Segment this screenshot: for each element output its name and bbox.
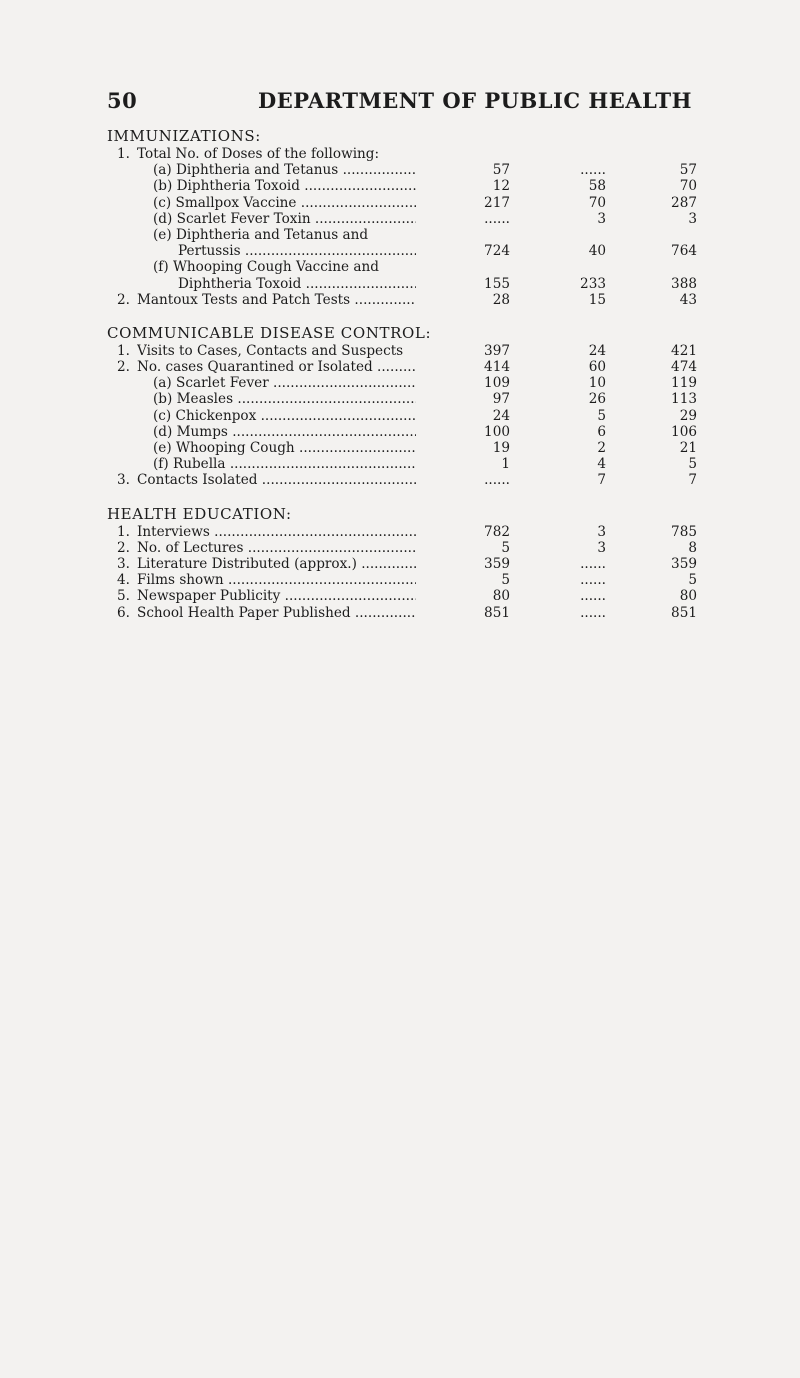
value-total: 7 (688, 472, 697, 489)
row-label: Newspaper Publicity ..... (137, 588, 416, 604)
table-row (0, 524, 800, 540)
value-total: 21 (679, 440, 697, 456)
value-total: 119 (671, 375, 697, 392)
row-label: No. cases Quarantined or Isolated ..... (137, 359, 416, 375)
table-row (0, 146, 800, 162)
value-col2: 233 (580, 275, 606, 292)
value-total: 474 (671, 359, 697, 376)
row-label: No. of Lectures ..... (137, 540, 416, 556)
value-col1: 12 (492, 178, 510, 195)
table-row (0, 424, 800, 440)
table-row (0, 162, 800, 178)
item-number: 2. (117, 539, 130, 556)
item-number: 1. (117, 146, 130, 162)
value-col1: 80 (492, 588, 510, 605)
row-label: (a) Scarlet Fever ..... (153, 375, 416, 391)
section-heading: HEALTH EDUCATION: (107, 504, 292, 523)
table-row (0, 359, 800, 375)
value-total: 3 (688, 210, 697, 227)
value-total: 421 (671, 342, 697, 359)
item-number: 2. (117, 359, 130, 376)
table-row (0, 243, 800, 259)
table-row (0, 195, 800, 211)
table-row (0, 540, 800, 556)
report-section (0, 324, 800, 489)
value-col1: 97 (492, 391, 510, 408)
value-col2: 3 (597, 523, 606, 540)
value-col1: 217 (484, 194, 510, 211)
section-heading: IMMUNIZATIONS: (107, 127, 261, 145)
value-total: 113 (671, 391, 697, 408)
table-row (0, 276, 800, 292)
value-total: 43 (679, 291, 697, 308)
row-label: Mantoux Tests and Patch Tests ..... (137, 292, 416, 308)
table-row (0, 391, 800, 407)
page-header (0, 88, 800, 112)
table-row (0, 178, 800, 194)
row-label: Total No. of Doses of the following: (137, 146, 380, 162)
value-col1: 5 (501, 572, 510, 589)
value-total: 764 (671, 243, 697, 260)
item-number: 5. (117, 588, 130, 605)
row-label: (c) Smallpox Vaccine ..... (153, 195, 416, 211)
value-col1: 359 (484, 555, 510, 572)
row-label: (b) Measles ..... (153, 391, 416, 407)
row-label: (e) Diphtheria and Tetanus and (153, 226, 369, 243)
table-row (0, 456, 800, 472)
value-col1: 782 (484, 523, 510, 540)
value-col1: 851 (484, 604, 510, 621)
item-number: 4. (117, 572, 130, 589)
item-number: 3. (117, 555, 130, 572)
table-row (0, 292, 800, 308)
value-total: 851 (671, 604, 697, 621)
row-label: Interviews ..... (137, 524, 416, 540)
value-col2: 4 (597, 456, 606, 473)
value-total: 29 (679, 407, 697, 424)
value-total: 5 (688, 456, 697, 473)
value-total: 106 (671, 423, 697, 440)
value-col2: 70 (588, 194, 606, 211)
report-section (0, 505, 800, 621)
table-row (0, 588, 800, 604)
value-col2: 7 (597, 472, 606, 489)
page-title: DEPARTMENT OF PUBLIC HEALTH (258, 88, 693, 113)
value-total: 287 (671, 194, 697, 211)
value-col2: 3 (597, 539, 606, 556)
row-label: (e) Whooping Cough ..... (153, 440, 416, 456)
value-col2: 58 (588, 178, 606, 195)
value-col2: ...... (580, 604, 606, 621)
table-row (0, 343, 800, 359)
value-col2: ...... (580, 572, 606, 589)
value-col1: 724 (484, 243, 510, 260)
item-number: 1. (117, 342, 130, 359)
report-body (0, 127, 800, 637)
item-number: 2. (117, 291, 130, 308)
value-total: 80 (679, 588, 697, 605)
report-section (0, 127, 800, 308)
table-row (0, 408, 800, 424)
table-row (0, 227, 800, 243)
value-col1: ...... (484, 472, 510, 489)
row-label: (d) Mumps ..... (153, 424, 416, 440)
row-label: Visits to Cases, Contacts and Suspects (137, 342, 404, 359)
value-col2: 6 (597, 423, 606, 440)
item-number: 1. (117, 523, 130, 540)
value-col1: 1 (501, 456, 510, 473)
table-row (0, 211, 800, 227)
row-label: Pertussis ..... (178, 243, 416, 259)
value-col1: ...... (484, 210, 510, 227)
row-label: (d) Scarlet Fever Toxin ..... (153, 211, 416, 227)
row-label: Literature Distributed (approx.) ..... (137, 556, 416, 572)
value-col1: 5 (501, 539, 510, 556)
value-col1: 28 (492, 291, 510, 308)
row-label: Diphtheria Toxoid ..... (178, 276, 416, 292)
table-row (0, 259, 800, 275)
value-col1: 155 (484, 275, 510, 292)
value-col2: 24 (588, 342, 606, 359)
row-label: Films shown ..... (137, 572, 416, 588)
value-col2: 3 (597, 210, 606, 227)
row-label: (f) Rubella ..... (153, 456, 416, 472)
value-total: 5 (688, 572, 697, 589)
table-row (0, 440, 800, 456)
value-total: 8 (688, 539, 697, 556)
value-col2: 15 (588, 291, 606, 308)
value-col1: 19 (492, 440, 510, 456)
row-label: (c) Chickenpox ..... (153, 408, 416, 424)
item-number: 6. (117, 604, 130, 621)
page-number: 50 (107, 88, 138, 113)
table-row (0, 572, 800, 588)
value-col2: 40 (588, 243, 606, 260)
value-col2: ...... (580, 162, 606, 179)
value-total: 359 (671, 555, 697, 572)
value-total: 388 (671, 275, 697, 292)
value-col1: 109 (484, 375, 510, 392)
table-row (0, 375, 800, 391)
row-label: (f) Whooping Cough Vaccine and (153, 259, 379, 276)
value-total: 785 (671, 523, 697, 540)
value-total: 70 (679, 178, 697, 195)
value-col2: 60 (588, 359, 606, 376)
table-row (0, 605, 800, 621)
value-col1: 57 (492, 162, 510, 179)
value-col1: 24 (492, 407, 510, 424)
section-heading: COMMUNICABLE DISEASE CONTROL: (107, 323, 432, 342)
table-row (0, 556, 800, 572)
row-label: (a) Diphtheria and Tetanus ..... (153, 162, 416, 178)
value-col1: 100 (484, 423, 510, 440)
row-label: Contacts Isolated ..... (137, 472, 416, 488)
value-col2: ...... (580, 588, 606, 605)
row-label: (b) Diphtheria Toxoid ..... (153, 178, 416, 194)
table-row (0, 472, 800, 488)
value-col2: 26 (588, 391, 606, 408)
value-col2: ...... (580, 555, 606, 572)
value-col2: 10 (588, 375, 606, 392)
row-label: School Health Paper Published ..... (137, 605, 416, 621)
value-col1: 414 (484, 359, 510, 376)
value-total: 57 (679, 162, 697, 179)
item-number: 3. (117, 472, 130, 489)
value-col2: 2 (597, 440, 606, 456)
value-col1: 397 (484, 342, 510, 359)
value-col2: 5 (597, 407, 606, 424)
